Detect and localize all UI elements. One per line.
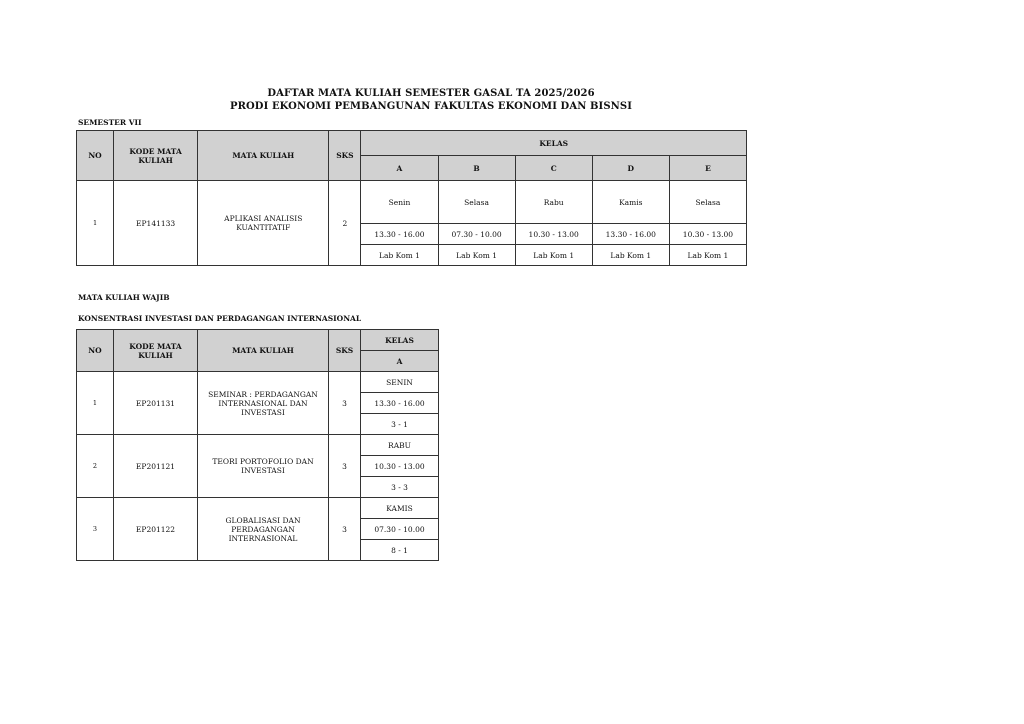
header-kode: KODE MATA KULIAH xyxy=(114,131,198,181)
section-label: MATA KULIAH WAJIB xyxy=(78,293,170,302)
cell-time: 07.30 - 10.00 xyxy=(361,519,439,540)
cell-matkul: SEMINAR : PERDAGANGAN INTERNASIONAL DAN INVESTASI xyxy=(198,372,329,435)
header-sks: SKS xyxy=(329,330,361,372)
table-row xyxy=(77,498,439,519)
cell-matkul: APLIKASI ANALISIS KUANTITATIF xyxy=(198,181,329,266)
cell-no: 1 xyxy=(77,372,114,435)
concentration-label: KONSENTRASI INVESTASI DAN PERDAGANGAN INTERNASIONAL xyxy=(78,314,362,323)
header-matkul: MATA KULIAH xyxy=(198,131,329,181)
cell-no: 2 xyxy=(77,435,114,498)
semester-vii-table xyxy=(76,130,747,266)
cell-matkul: GLOBALISASI DAN PERDAGANGAN INTERNASIONAL xyxy=(198,498,329,561)
cell-room: Lab Kom 1 xyxy=(438,245,515,266)
cell-day: KAMIS xyxy=(361,498,439,519)
table-row xyxy=(77,181,747,224)
cell-room: 3 - 3 xyxy=(361,477,439,498)
cell-day: Kamis xyxy=(592,181,669,224)
header-class-a: A xyxy=(361,156,438,181)
header-class-b: B xyxy=(438,156,515,181)
header-no: NO xyxy=(77,330,114,372)
cell-day: Rabu xyxy=(515,181,592,224)
cell-kode: EP141133 xyxy=(114,181,198,266)
cell-time: 13.30 - 16.00 xyxy=(592,224,669,245)
document-subtitle: PRODI EKONOMI PEMBANGUNAN FAKULTAS EKONOMI DAN BISNSI xyxy=(229,101,633,112)
cell-time: 10.30 - 13.00 xyxy=(515,224,592,245)
cell-sks: 2 xyxy=(329,181,361,266)
cell-sks: 3 xyxy=(329,498,361,561)
cell-time: 13.30 - 16.00 xyxy=(361,393,439,414)
cell-kode: EP201122 xyxy=(114,498,198,561)
cell-day: Senin xyxy=(361,181,438,224)
cell-time: 10.30 - 13.00 xyxy=(361,456,439,477)
cell-sks: 3 xyxy=(329,372,361,435)
cell-day: Selasa xyxy=(438,181,515,224)
cell-sks: 3 xyxy=(329,435,361,498)
konsentrasi-table xyxy=(76,329,439,561)
cell-no: 3 xyxy=(77,498,114,561)
cell-matkul: TEORI PORTOFOLIO DAN INVESTASI xyxy=(198,435,329,498)
cell-room: 3 - 1 xyxy=(361,414,439,435)
cell-time: 07.30 - 10.00 xyxy=(438,224,515,245)
cell-room: 8 - 1 xyxy=(361,540,439,561)
cell-room: Lab Kom 1 xyxy=(669,245,746,266)
table-row xyxy=(77,372,439,393)
table-row xyxy=(77,435,439,456)
header-sks: SKS xyxy=(329,131,361,181)
cell-kode: EP201121 xyxy=(114,435,198,498)
cell-no: 1 xyxy=(77,181,114,266)
cell-kode: EP201131 xyxy=(114,372,198,435)
cell-day: SENIN xyxy=(361,372,439,393)
semester-label: SEMESTER VII xyxy=(78,118,142,127)
header-class-d: D xyxy=(592,156,669,181)
header-class-a: A xyxy=(361,351,439,372)
cell-time: 10.30 - 13.00 xyxy=(669,224,746,245)
header-kelas: KELAS xyxy=(361,131,747,156)
cell-room: Lab Kom 1 xyxy=(361,245,438,266)
cell-room: Lab Kom 1 xyxy=(515,245,592,266)
cell-room: Lab Kom 1 xyxy=(592,245,669,266)
header-no: NO xyxy=(77,131,114,181)
header-class-c: C xyxy=(515,156,592,181)
header-matkul: MATA KULIAH xyxy=(198,330,329,372)
header-kelas: KELAS xyxy=(361,330,439,351)
cell-day: Selasa xyxy=(669,181,746,224)
header-class-e: E xyxy=(669,156,746,181)
cell-time: 13.30 - 16.00 xyxy=(361,224,438,245)
document-title: DAFTAR MATA KULIAH SEMESTER GASAL TA 2025/2026 xyxy=(267,88,595,99)
cell-day: RABU xyxy=(361,435,439,456)
header-kode: KODE MATA KULIAH xyxy=(114,330,198,372)
